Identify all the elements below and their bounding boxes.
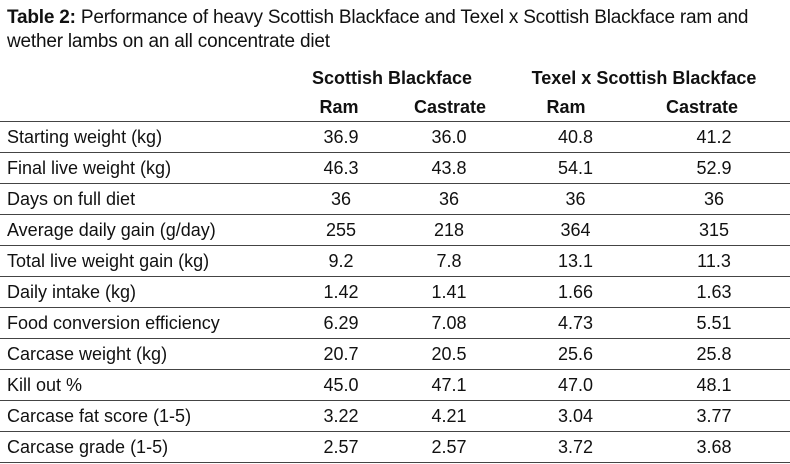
table-cell: 20.7 — [297, 339, 385, 370]
row-label: Carcase grade (1-5) — [0, 432, 297, 463]
row-label: Days on full diet — [0, 184, 297, 215]
table-cell: 2.57 — [297, 432, 385, 463]
table-cell: 36.0 — [385, 122, 513, 153]
table-row — [0, 432, 790, 463]
caption-text: Performance of heavy Scottish Blackface and Texel x Scottish Blackface ram and wether lambs on an all concentrate diet — [7, 7, 749, 52]
row-label: Food conversion efficiency — [0, 308, 297, 339]
table-row — [0, 246, 790, 277]
subheader-ram-texel: Ram — [546, 97, 586, 117]
table-cell: 218 — [385, 215, 513, 246]
table-cell: 47.1 — [385, 370, 513, 401]
row-label: Final live weight (kg) — [0, 153, 297, 184]
table-row — [0, 184, 790, 215]
table-cell: 20.5 — [385, 339, 513, 370]
table-caption — [7, 6, 787, 54]
table-cell: 1.66 — [513, 277, 638, 308]
table-cell: 41.2 — [638, 122, 790, 153]
table-cell: 7.8 — [385, 246, 513, 277]
table-cell: 315 — [638, 215, 790, 246]
row-label: Total live weight gain (kg) — [0, 246, 297, 277]
table-cell: 6.29 — [297, 308, 385, 339]
subheader-ram-scottish: Ram — [319, 97, 359, 117]
table-cell: 48.1 — [638, 370, 790, 401]
table-cell: 47.0 — [513, 370, 638, 401]
table-row — [0, 153, 790, 184]
row-label: Starting weight (kg) — [0, 122, 297, 153]
subheader-castrate-texel: Castrate — [665, 97, 739, 117]
table-cell: 13.1 — [513, 246, 638, 277]
table-row — [0, 339, 790, 370]
table-cell: 1.42 — [297, 277, 385, 308]
table-cell: 36 — [513, 184, 638, 215]
group-header-scottish-blackface: Scottish Blackface — [311, 68, 473, 88]
group-header-texel-x-scottish-blackface: Texel x Scottish Blackface — [531, 68, 757, 88]
table-cell: 36 — [638, 184, 790, 215]
table-row — [0, 215, 790, 246]
row-label: Average daily gain (g/day) — [0, 215, 297, 246]
table-cell: 9.2 — [297, 246, 385, 277]
table-cell: 54.1 — [513, 153, 638, 184]
table-cell: 3.22 — [297, 401, 385, 432]
caption-label: Table 2: — [7, 7, 76, 28]
table-cell: 36 — [297, 184, 385, 215]
subheader-castrate-scottish: Castrate — [413, 97, 487, 117]
performance-table — [0, 121, 790, 463]
table-row — [0, 308, 790, 339]
table-cell: 45.0 — [297, 370, 385, 401]
table-cell: 25.6 — [513, 339, 638, 370]
table-cell: 36 — [385, 184, 513, 215]
table-cell: 36.9 — [297, 122, 385, 153]
table-row — [0, 401, 790, 432]
table-cell: 4.73 — [513, 308, 638, 339]
table-row — [0, 277, 790, 308]
table-cell: 43.8 — [385, 153, 513, 184]
table-row — [0, 370, 790, 401]
table-cell: 25.8 — [638, 339, 790, 370]
table-cell: 255 — [297, 215, 385, 246]
table-cell: 1.63 — [638, 277, 790, 308]
table-cell: 3.68 — [638, 432, 790, 463]
table-cell: 3.04 — [513, 401, 638, 432]
table-body — [0, 122, 790, 463]
table-cell: 5.51 — [638, 308, 790, 339]
table-row — [0, 122, 790, 153]
row-label: Kill out % — [0, 370, 297, 401]
table-cell: 364 — [513, 215, 638, 246]
table-cell: 2.57 — [385, 432, 513, 463]
row-label: Carcase weight (kg) — [0, 339, 297, 370]
table-cell: 46.3 — [297, 153, 385, 184]
table-cell: 11.3 — [638, 246, 790, 277]
table-cell: 40.8 — [513, 122, 638, 153]
row-label: Carcase fat score (1-5) — [0, 401, 297, 432]
table-cell: 52.9 — [638, 153, 790, 184]
row-label: Daily intake (kg) — [0, 277, 297, 308]
table-cell: 7.08 — [385, 308, 513, 339]
table-cell: 4.21 — [385, 401, 513, 432]
table-cell: 3.72 — [513, 432, 638, 463]
table-cell: 1.41 — [385, 277, 513, 308]
table-cell: 3.77 — [638, 401, 790, 432]
